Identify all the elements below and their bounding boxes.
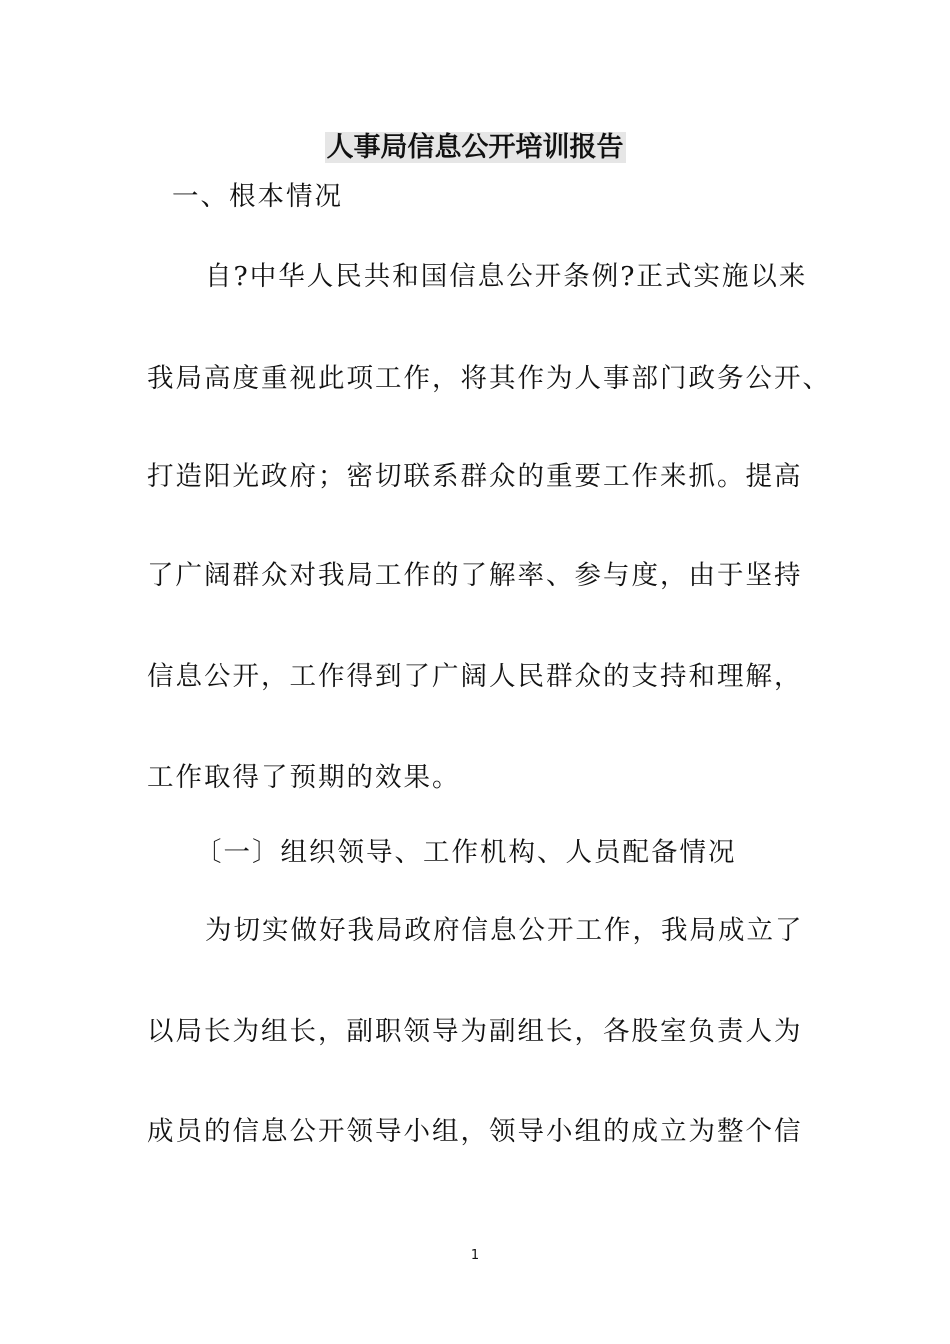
paragraph-line: 了广阔群众对我局工作的了解率、参与度，由于坚持 xyxy=(147,560,803,591)
subsection-heading: 〔一〕组织领导、工作机构、人员配备情况 xyxy=(195,837,737,868)
paragraph-line: 以局长为组长，副职领导为副组长，各股室负责人为 xyxy=(147,1016,803,1047)
document-title: 人事局信息公开培训报告 xyxy=(326,132,624,163)
paragraph-line: 成员的信息公开领导小组，领导小组的成立为整个信 xyxy=(147,1116,803,1147)
paragraph-line: 打造阳光政府；密切联系群众的重要工作来抓。提高 xyxy=(147,461,803,492)
paragraph-line: 工作取得了预期的效果。 xyxy=(147,762,461,793)
paragraph-line: 为切实做好我局政府信息公开工作，我局成立了 xyxy=(205,915,804,946)
page-number: 1 xyxy=(470,1248,480,1263)
paragraph-line: 自?中华人民共和国信息公开条例?正式实施以来 xyxy=(205,261,808,292)
section-heading: 一、根本情况 xyxy=(172,181,343,212)
paragraph-line: 信息公开，工作得到了广阔人民群众的支持和理解， xyxy=(147,661,803,692)
paragraph-line: 我局高度重视此项工作，将其作为人事部门政务公开、 xyxy=(147,363,831,394)
